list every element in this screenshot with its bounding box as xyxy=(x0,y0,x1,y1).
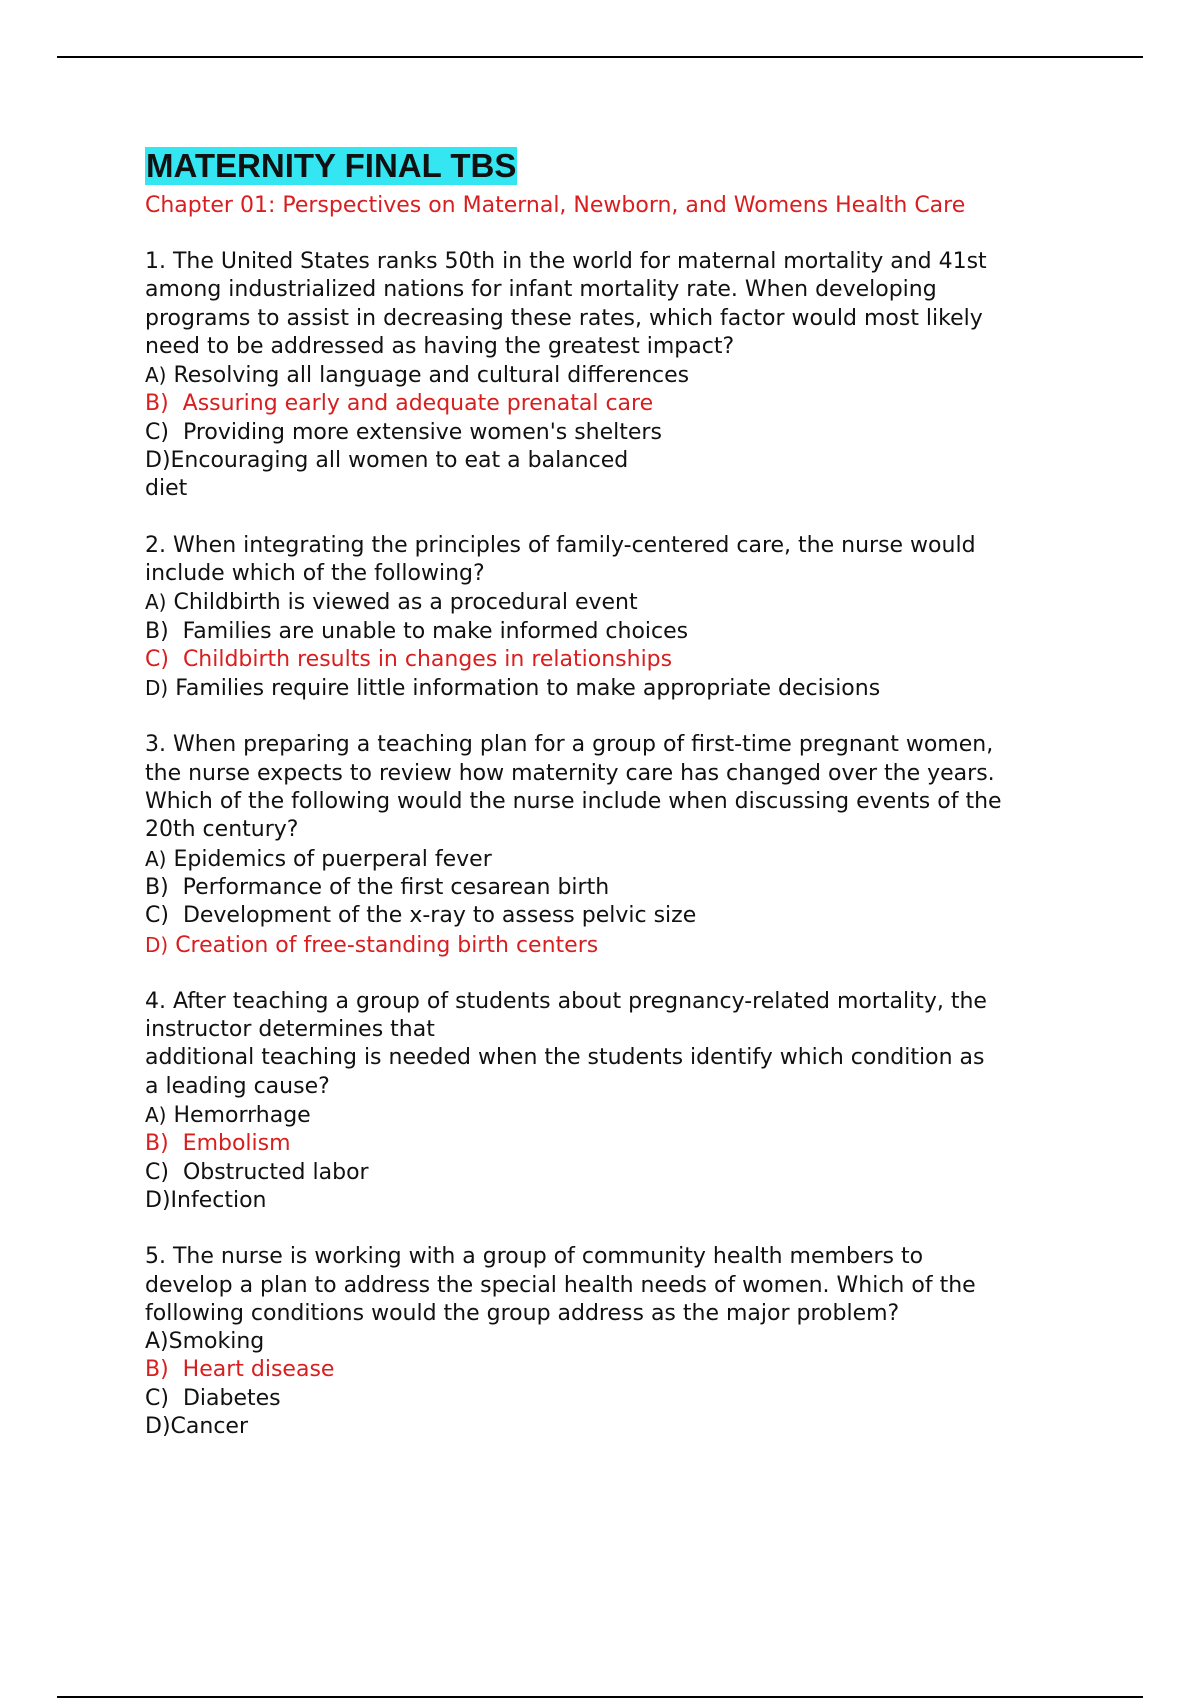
answer-option-a xyxy=(145,1101,1095,1130)
option-text: Embolism xyxy=(168,1131,291,1157)
bottom-rule xyxy=(57,1696,1143,1698)
option-text: Encouraging all women to eat a balanced diet xyxy=(145,448,629,502)
question-2 xyxy=(145,532,1095,704)
question-1 xyxy=(145,248,1095,504)
question-4 xyxy=(145,988,1095,1215)
answer-option-b xyxy=(145,1130,1095,1158)
option-text: Diabetes xyxy=(168,1385,281,1411)
option-text: Performance of the first cesarean birth xyxy=(168,874,610,900)
option-letter: A) xyxy=(145,1103,167,1128)
document-title: MATERNITY FINAL TBS xyxy=(146,147,517,184)
option-letter: A) xyxy=(145,590,167,615)
answer-option-d xyxy=(145,447,1095,504)
option-letter: B) xyxy=(145,874,169,900)
answer-option-c xyxy=(145,902,1095,930)
answer-option-b xyxy=(145,874,1095,902)
answer-option-b xyxy=(145,618,1095,646)
answer-option-b xyxy=(145,1356,1095,1384)
option-letter: A) xyxy=(145,363,167,388)
option-text: Resolving all language and cultural differences xyxy=(166,363,690,389)
option-letter: D) xyxy=(145,1187,171,1213)
answer-option-a xyxy=(145,845,1095,874)
answer-option-d xyxy=(145,931,1095,960)
question-list xyxy=(145,248,1095,1441)
answer-option-a xyxy=(145,588,1095,617)
top-rule xyxy=(57,56,1143,58)
option-letter: C) xyxy=(145,419,169,445)
answer-option-c xyxy=(145,1159,1095,1187)
option-letter: B) xyxy=(145,391,169,417)
option-text: Hemorrhage xyxy=(166,1103,311,1129)
option-letter: D) xyxy=(145,1413,171,1439)
answer-option-c xyxy=(145,419,1095,447)
option-letter: A) xyxy=(145,1329,169,1355)
option-text: Heart disease xyxy=(168,1357,335,1383)
answer-option-d xyxy=(145,1413,1095,1441)
option-text: Families are unable to make informed choices xyxy=(168,618,689,644)
question-text: 3. When preparing a teaching plan for a group of first-time pregnant women, the nurse expects to review how maternity care has changed over the years. Which of the following would the nurse include when discussing events of the 20th century? xyxy=(145,732,1002,843)
chapter-heading: Chapter 01: Perspectives on Maternal, Newborn, and Womens Health Care xyxy=(145,193,966,218)
option-text: Assuring early and adequate prenatal care xyxy=(168,391,654,417)
question-text: 2. When integrating the principles of family-centered care, the nurse would include which of the following? xyxy=(145,532,976,586)
option-letter: D) xyxy=(145,676,169,701)
option-text: Epidemics of puerperal fever xyxy=(166,846,492,872)
option-text: Providing more extensive women's shelters xyxy=(168,419,662,445)
answer-option-b xyxy=(145,390,1095,418)
option-letter: B) xyxy=(145,1357,169,1383)
option-text: Childbirth is viewed as a procedural event xyxy=(166,590,638,616)
option-text: Obstructed labor xyxy=(168,1159,369,1185)
option-text: Development of the x-ray to assess pelvic size xyxy=(168,903,697,929)
option-text: Cancer xyxy=(170,1413,248,1439)
option-text: Creation of free-standing birth centers xyxy=(168,932,599,958)
answer-option-a xyxy=(145,361,1095,390)
option-letter: C) xyxy=(145,1385,169,1411)
option-text: Infection xyxy=(170,1187,267,1213)
question-text: 4. After teaching a group of students about pregnancy-related mortality, the instructor determines that additional teaching is needed when the students identify which condition as a leading cause? xyxy=(145,988,987,1099)
option-letter: D) xyxy=(145,448,171,474)
option-letter: C) xyxy=(145,903,169,929)
question-3 xyxy=(145,731,1095,959)
answer-option-d xyxy=(145,1187,1095,1215)
option-letter: C) xyxy=(145,646,169,672)
question-text: 1. The United States ranks 50th in the world for maternal mortality and 41st among industrialized nations for infant mortality rate. When developing programs to assist in decreasing these rates, which factor would most likely need to be addressed as having the greatest impact? xyxy=(145,249,987,359)
option-letter: C) xyxy=(145,1159,169,1185)
answer-option-d xyxy=(145,674,1095,703)
option-letter: D) xyxy=(145,932,169,957)
answer-option-c xyxy=(145,646,1095,674)
document-body xyxy=(145,147,1095,1469)
answer-option-c xyxy=(145,1385,1095,1413)
option-text: Smoking xyxy=(168,1329,265,1355)
option-text: Families require little information to make appropriate decisions xyxy=(168,676,881,702)
answer-option-a xyxy=(145,1328,1095,1356)
option-letter: B) xyxy=(145,618,169,644)
option-letter: A) xyxy=(145,846,167,871)
option-text: Childbirth results in changes in relationships xyxy=(168,646,673,672)
question-text: 5. The nurse is working with a group of community health members to develop a plan to address the special health needs of women. Which of the following conditions would the group address as the major problem? xyxy=(145,1244,976,1326)
question-5 xyxy=(145,1243,1095,1441)
option-letter: B) xyxy=(145,1131,169,1157)
